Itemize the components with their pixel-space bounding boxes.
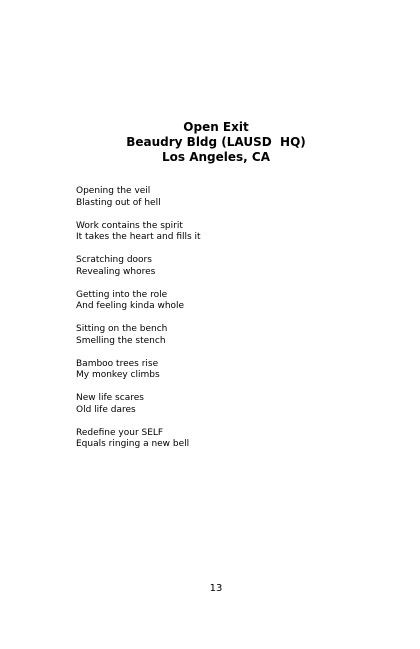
poem-line: Old life dares (76, 404, 136, 415)
page-number: 13 (209, 583, 223, 594)
poem-line: And feeling kinda whole (76, 301, 185, 311)
poem-line: New life scares (76, 393, 144, 403)
stanza (76, 221, 376, 244)
poem-line: It takes the heart and fills it (76, 232, 201, 242)
poem-line: Revealing whores (76, 266, 156, 277)
stanza (76, 324, 376, 347)
poem-line: Blasting out of hell (76, 197, 161, 208)
stanza (76, 428, 376, 451)
poem-line: Equals ringing a new bell (76, 439, 190, 449)
poem-line: Getting into the role (76, 289, 168, 300)
poem-title-block (0, 120, 420, 165)
poem-location-city: Los Angeles, CA (162, 150, 270, 164)
stanza (76, 359, 376, 382)
stanza (76, 393, 376, 416)
stanza (76, 255, 376, 278)
poem-line: Scratching doors (76, 255, 152, 265)
poem-line: Smelling the stench (76, 335, 166, 346)
poem-location-building: Beaudry Bldg (LAUSD HQ) (126, 135, 306, 149)
poem-line: Sitting on the bench (76, 324, 168, 334)
stanza (76, 186, 376, 209)
poem-body (76, 186, 376, 462)
poem-line: Bamboo trees rise (76, 358, 159, 369)
poem-line: Opening the veil (76, 186, 151, 196)
poem-line: Redefine your SELF (76, 427, 164, 438)
stanza (76, 290, 376, 313)
poem-title: Open Exit (183, 120, 249, 134)
poem-line: Work contains the spirit (76, 220, 183, 231)
poem-line: My monkey climbs (76, 370, 160, 380)
